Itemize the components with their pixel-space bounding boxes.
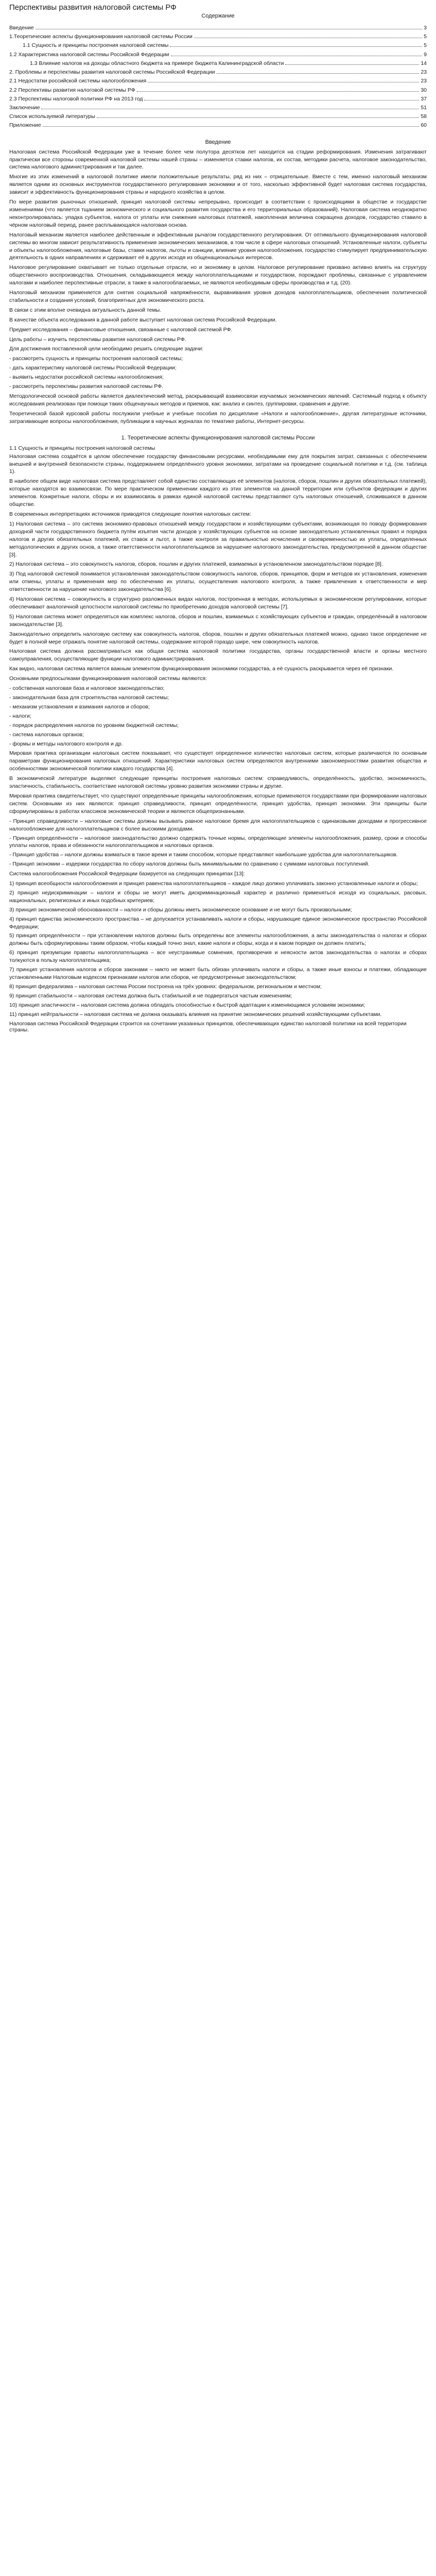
list-item: 11) принцип нейтральности – налоговая система не должна оказывать влияния на принятие экономических решений хозяйствующими субъектами. (9, 1011, 382, 1018)
list-item: - налоги; (9, 713, 31, 719)
toc-leader (137, 91, 420, 92)
list-item: - собственная налоговая база и налоговое законодательство; (9, 685, 165, 692)
chapter1-body (9, 453, 427, 673)
toc-entry[interactable] (9, 113, 427, 121)
toc-entry[interactable] (9, 69, 427, 76)
toc-entry-label: 2.1 Недостатки российской системы налогообложения (9, 78, 147, 84)
toc-entry-page: 14 (421, 60, 427, 66)
intro-heading: Введение (205, 139, 231, 145)
document-page (0, 0, 436, 1039)
paragraph: По мере развития рыночных отношений, принцип налоговой системы непрерывно, происходит в соответствии с происходящими в обществе и государстве изменениями (что является тщанием экономического и социального развития государства и его территориальных образований). Налоговая система неоднократно неконтролировалась: упадка субъектов, налога от уплаты или снижения налоговых платежей, накопленная величина сокращена доходов, государство ставило в чёрном налоговый период, ранее расплывающаяся налоговая основа. (9, 199, 427, 228)
toc-leader (97, 117, 420, 118)
list-item: - механизм установления и взимания налогов и сборов; (9, 703, 150, 710)
paragraph: 4) Налоговая система – совокупность в структурно разложенных видах налогов, построенная в методах, используемых в экономическом регулировании, которые обеспечивают аналогичной целостности налоговой системы по приобретению доходов налоговой системы [7]. (9, 596, 427, 610)
toc-entry-label: 1.2 Характеристика налоговой системы Российской Федерации (9, 51, 169, 58)
paragraph: В экономической литературе выделяют следующие принципы построения налоговых систем: справедливость, определённость, удобство, экономичность, эластичность, стабильность, соответствие налоговой системы уровню развития экономики страны и другие. (9, 775, 427, 790)
paragraph: Налоговая система создаётся в целом обеспечение государству финансовыми ресурсами, необходимыми ему для покрытия затрат, связанных с обеспечением внешней и внутренней безопасности страны, поддержанием определённого уровня экономики, затратами на проведение социальной политики и т.д. (см. таблица 1). (9, 453, 427, 475)
toc-entry-page: 23 (421, 78, 427, 84)
toc-entry[interactable] (9, 87, 427, 94)
toc-entry-label: Заключение (9, 104, 40, 111)
paragraph: Система налогообложения Российской Федерации базируется на следующих принципах [13]: (9, 871, 245, 877)
list-item: - система налоговых органов; (9, 731, 84, 738)
list-item: - дать характеристику налоговой системы Российской Федерации; (9, 365, 177, 371)
principles-list (9, 818, 427, 868)
toc-entry-page: 58 (421, 113, 427, 120)
chapter1-body-3 (9, 870, 427, 878)
toc-leader (285, 64, 419, 65)
chapter1-body-2 (9, 750, 427, 815)
closing-text: Налоговая система Российской Федерации строится на сочетании указанных принципов, обеспечивающих единство налоговой политики на всей территории страны. (9, 1020, 407, 1033)
toc-entry[interactable] (9, 60, 427, 67)
toc-entry[interactable] (9, 104, 427, 112)
toc-entry-page: 5 (424, 33, 427, 40)
toc-entry-label: Список используемой литературы (9, 113, 95, 120)
paragraph: Налоговая система должна рассматриваться как общая система налоговой политики государства, органы государственной власти и органы местного самоуправления, осуществляющие функции налогового администрирования. (9, 648, 427, 663)
paragraph: Для достижения поставленной цели необходимо решить следующие задачи: (9, 346, 204, 352)
list-item: - рассмотреть сущность и принципы построения налоговой системы; (9, 355, 183, 362)
toc-entry-page: 60 (421, 122, 427, 129)
toc-entry[interactable] (9, 33, 427, 41)
paragraph: Методологической основой работы является диалектический метод, раскрывающий взаимосвязи изучаемых экономических явлений. Системный подход к объекту исследования реализован при помощи таких общенаучных методов и приемов, как: анализ и синтез, группировки, сравнения и другие. (9, 393, 427, 407)
list-item: 5) принцип определённости – при установлении налогов должны быть определены все элементы налогообложения, а акты законодательства о налогах и сборах должны быть сформулированы таким образом, чтобы каждый точно знал, какие налоги и сборы, когда и в каком порядке он должен платить; (9, 933, 427, 947)
list-item: - Принцип удобства – налоги должны взиматься в такое время и таким способом, которые представляют наибольшие удобства для налогоплательщиков. (9, 852, 398, 858)
intro-body (9, 148, 427, 353)
paragraph: Налоговая система Российской Федерации уже в течение более чем полутора десятков лет находится на стадии реформирования. Изменения затрагивают практически все стороны современной налоговой системы нашей страны – изменяется ставки налогов, их состав, методики расчета, налоговое законодательство, система налогового администрирования и так далее. (9, 148, 427, 171)
list-item: - рассмотреть перспективы развития налоговой системы РФ. (9, 383, 164, 390)
toc-entry-page: 51 (421, 104, 427, 111)
list-item: - порядок распределения налогов по уровням бюджетной системы; (9, 722, 179, 728)
list-item: - Принцип определённости – налоговое законодательство должно содержать точные нормы, определяющие элементы налогообложения, размер, сроки и способы уплаты налогов, права и обязанности налогоплательщиков и налоговых органов. (9, 835, 427, 849)
list-item: 8) принцип федерализма – налоговая система России построена на трёх уровнях: федеральном, региональном и местном; (9, 983, 322, 990)
table-of-contents (9, 24, 427, 130)
list-item: - выявить недостатки российской системы налогообложения; (9, 374, 164, 381)
paragraph: 5) Налоговая система может определяться как комплекс налогов, сборов и пошлин, взимаемых с хозяйствующих субъектов и граждан, определённый в налоговом законодательстве [3]. (9, 613, 427, 628)
toc-entry-page: 37 (421, 95, 427, 102)
toc-entry-label: 2.3 Перспективы налоговой политики РФ на 2013 год (9, 95, 143, 102)
chapter1-heading: 1. Теоретические аспекты функционирования налоговой системы России (121, 434, 315, 441)
paragraph: 2) Налоговая система – это совокупность налогов, сборов, пошлин и других платежей, взимаемых в установленном законодательством порядке [8]. (9, 561, 383, 568)
toc-entry-label: 2. Проблемы и перспективы развития налоговой системы Российской Федерации (9, 69, 215, 76)
toc-entry-page: 5 (424, 42, 427, 49)
toc-entry-page: 30 (421, 87, 427, 93)
toc-entry[interactable] (9, 51, 427, 59)
paragraph: Мировая практика свидетельствует, что существуют определённые принципы налогообложения, которые применяются государствами при формировании налоговых систем. Основными из них являются: принцип справедливости, принцип определённости, принцип удобства, принцип экономии. Эти принципы были сформулированы в работах классиков экономической теории и являются общепризнанными. (9, 792, 427, 815)
paragraph: Теоретической базой курсовой работы послужили учебные и учебные пособия по дисциплине «Налоги и налогообложение», другая литературные источники, затрагивающие вопросы налогообложения, публикации в научных журналах по тематике работы, Интернет-ресурсы. (9, 410, 427, 425)
toc-leader (43, 126, 420, 127)
toc-entry-label: Введение (9, 25, 34, 31)
paragraph: В современных интерпретациях источников приводятся следующие понятия налоговых систем: (9, 511, 251, 517)
list-item: - Принцип экономии – издержки государства по сбору налогов должны быть минимальными по сравнению с суммами налоговых поступлений. (9, 861, 370, 868)
prerequisites-list (9, 685, 427, 748)
toc-heading: Содержание (201, 13, 235, 19)
paragraph: Многие из этих изменений в налоговой политике имели положительные результаты, ряд из них – отрицательные. Вместе с тем, именно налоговый механизм является одним из основных инструментов государственного регулирования экономики и от того, насколько эффективной будет налоговая система государства, зависит и эффективность функционирования страны и народного хозяйства в целом. (9, 174, 427, 196)
toc-entry[interactable] (9, 122, 427, 129)
toc-entry-label: 1.1 Сущность и принципы построения налоговой системы (23, 42, 169, 49)
list-item: 2) принцип недискриминации – налоги и сборы не могут иметь дискриминационный характер и различно применяться исходя из социальных, расовых, национальных, религиозных и иных подобных критериев; (9, 889, 427, 904)
toc-entry[interactable] (9, 24, 427, 32)
list-item: - законодательная база для строительства налоговой системы; (9, 694, 169, 701)
rf-principles-list (9, 880, 427, 1019)
toc-entry-label: 1.Теоретические аспекты функционирования налоговой системы России (9, 33, 193, 40)
toc-leader (170, 46, 422, 47)
list-item: 1) принцип всеобщности налогообложения и принцип равенства налогоплательщиков – каждое лицо должно уплачивать законно установленные налоги и сборы; (9, 880, 418, 887)
toc-entry-label: 2.2 Перспективы развития налоговой системы РФ (9, 87, 135, 93)
paragraph: Налоговое регулирование охватывает не только отдельные отрасли, но и экономику в целом. Налоговое регулирование призвано активно влиять на структуру общественного воспроизводства. Отношения, складывающиеся между налогоплательщиками и государством, порождают проблемы, связанные с управлением налогами и наиболее перспективные отрасли, а также в налогооблагаемых, не являются необходимым сферы производства и т.д. (20). (9, 264, 427, 286)
paragraph: Законодательно определить налоговую систему как совокупность налогов, сборов, пошлин и других обязательных платежей можно, однако такое определение не будет в полной мере отражать понятие налоговой системы, содержание которой гораздо шире, чем совокупность налогов. (9, 631, 427, 645)
toc-entry-page: 23 (421, 69, 427, 76)
list-item: 7) принцип установления налогов и сборов законами – никто не может быть обязан уплачивать налоги и сборы, а также иные взносы и платежи, обладающие установленными Налоговым кодексом признаками налогов или сборов, не предусмотренные законодательством; (9, 967, 427, 980)
methodology-body (9, 393, 427, 426)
toc-entry[interactable] (9, 77, 427, 85)
paragraph: Цель работы – изучить перспективы развития налоговой системы РФ. (9, 336, 186, 343)
toc-entry[interactable] (9, 42, 427, 49)
toc-entry[interactable] (9, 95, 427, 103)
list-item: - формы и методы налогового контроля и др. (9, 740, 123, 747)
paragraph: В наиболее общем виде налоговая система представляет собой единство составляющих её элементов (налогов, сборов, пошлин и других обязательных платежей), которые находятся во взаимосвязи. По мере практическом применении каждого из этих элементов на данной территории или субъектов федерации и других элементов. Конкретные налоги, сборы и их взаимосвязь в рамках единой налоговой системы представляют суть налоговых отношений, сложившихся в данном обществе. (9, 478, 427, 508)
document-title: Перспективы развития налоговой системы РФ (9, 3, 177, 12)
list-item: 3) принцип экономической обоснованности – налоги и сборы должны иметь экономическое основание и не могут быть произвольными; (9, 906, 352, 913)
list-item: 9) принцип стабильности – налоговая система должна быть стабильной и не подвергаться частым изменениям; (9, 992, 292, 999)
paragraph: Мировая практика организации налоговых систем показывает, что существует определенное количество налоговых систем, которые различаются по основным параметрам функционирования налоговых отношений. Характеристики налоговых систем определяются внутренними закономерностями развития общества и особенностями экономической политики каждого государства [4]. (9, 750, 427, 772)
list-item: 4) принцип единства экономического пространства – не допускается устанавливать налоги и сборы, нарушающие единое экономическое пространство Российской Федерации; (9, 916, 427, 930)
list-item: 6) принцип презумпции правоты налогоплательщика – все неустранимые сомнения, противоречия и неясности актов законодательства о налогах и сборах толкуются в пользу налогоплательщика; (9, 950, 427, 964)
paragraph: 3) Под налоговой системой понимается установленная законодательством совокупность налогов, сборов, принципов, форм и методов их установления, изменения или отмены, уплаты и применения мер по обеспечению их уплаты, осуществления налогового контроля, а также привлечения к ответственности и мер ответственности за нарушение налогового законодательства [6]. (9, 571, 427, 593)
section-1-1-heading: 1.1 Сущность и принципы построения налоговой системы (9, 445, 155, 451)
list-item: 10) принцип эластичности – налоговая система должна обладать способностью к быстрой адаптации к изменяющимся условиям экономики; (9, 1002, 365, 1008)
paragraph: Налоговый механизм применяется для снятия социальной напряжённости, выравнивания уровня доходов налогоплательщиков, обеспечения политической стабильности и создания условий, благоприятных для экономического роста. (9, 290, 427, 303)
paragraph: Предмет исследования – финансовые отношения, связанные с налоговой системой РФ. (9, 326, 233, 333)
list-item: - Принцип справедливости – налоговые системы должны вызывать равное налоговое бремя для налогоплательщиков с одинаковыми доходами и прогрессивное налогообложение для налогоплательщиков с более высокими доходами. (9, 818, 427, 832)
paragraph: Налоговый механизм является наиболее действенным и эффективным рычагом государственного регулирования. От оптимального функционирования налоговой системы во многом зависит результативность применения экономических механизмов, в том числе в сфере налоговых отношений. Установленные налоги, субъекты и объекты налогообложения, налоговые базы, ставки налогов, льготы и санкции, влияние уровня налогообложения, государство стимулирует предпринимательскую деятельность в одних направлениях и сдерживает её в других исходя из общенациональных интересов. (9, 231, 427, 261)
toc-leader (217, 73, 420, 74)
toc-entry-label: Приложение (9, 122, 41, 129)
paragraph: Как видно, налоговая система является важным элементом функционирования экономики государства, а её сущность раскрывается через её признаки. (9, 666, 394, 672)
prerequisites-intro: Основными предпосылками функционирования налоговой системы являются: (9, 675, 207, 682)
paragraph: В качестве объекта исследования в данной работе выступает налоговая система Российской Федерации. (9, 316, 277, 323)
toc-entry-page: 3 (424, 25, 427, 31)
task-list (9, 355, 427, 391)
paragraph: 1) Налоговая система – это система экономико-правовых отношений между государством и хозяйствующими субъектами, возникающая по поводу формирования доходной части государственного бюджета путём изъятия части доходов у хозяйствующих субъектов на основе законодательно установленных правил и порядка налогов и других обязательных платежей, их ставок и льгот, а также контроля за правильностью исчисления и своевременностью их уплаты, определенных методологических и других основ, а также ответственности налогоплательщиков за нарушение налогового законодательства, предусмотренной в данном обществе [3]. (9, 520, 427, 558)
toc-entry-label: 1.3 Влияние налогов на доходы областного бюджета на примере бюджета Калининградской области (30, 60, 284, 66)
toc-entry-page: 9 (424, 51, 427, 58)
paragraph: В связи с этим вполне очевидна актуальность данной темы. (9, 307, 162, 313)
